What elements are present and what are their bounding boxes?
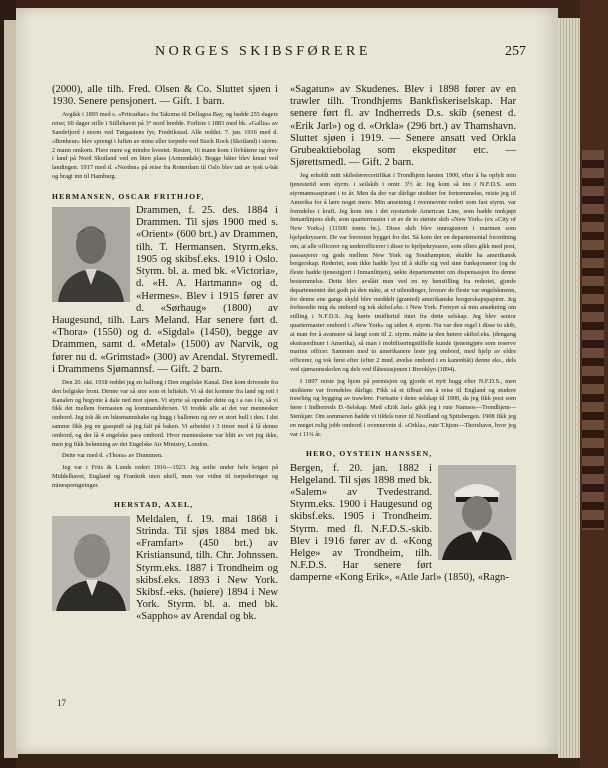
entry-heading-hero: HERO, OYSTEIN HANSSEN, — [306, 449, 433, 459]
portrait-herstad-icon — [52, 516, 130, 611]
narrative-herstad-2: I 1897 reiste jeg hjem på permisjon og gjorde et nytt hugg efter N.F.D.S., men utsiktene var fremdeles dårlige. Fikk så et tilbud om å reise til England og studere trawling og bygging av trawlere. Fortsatte i dette selskap til 1900, da jeg fikk post som fører i Indherreds D.-Selskap. Med «Erik Jarl» gikk jeg i rute Namsos—Trondhjem—Stenkjær. Om sommeren hadde vi tildels turer til Nordland og Spitsbergen. 1908 fikk jeg en meget rolig jobb ombord i ovennevnte d. «Orkla», rute T.hjem—Thorshavn, hvor jeg var i 11¼ år. — [290, 377, 516, 438]
entry-hero — [290, 463, 516, 585]
right-column — [290, 84, 516, 585]
left-column — [52, 84, 278, 624]
continued-entry-herstad: «Sagatun» av Skudenes. Blev i 1898 fører av en trawler tilh. Trondhjems Bankfiskeriselskap. Har senere ført fl. av Indherreds D.s. skib (senest d. «Erik Jarl») og d. «Orkla» (296 brt.) av Thamshavn. Sluttet sjøen i 1919. — Senere ansatt ved Orkla Grubeaktiebolag som ekspeditør etc. — Sjørettsmedl. — Gift. 2 barn. — [290, 84, 516, 169]
portrait-hero-icon — [438, 465, 516, 560]
narrative-hermansen-1: Den 20. okt. 1918 reddet jeg en ballong i Den engelske Kanal. Den kom drivende fra den belgiske front. Denne var så stor som et luftskib. Vi så det komme fra land og rett i Kanalen og begynte å dale ned mot sjøen. Vi styrte så opunder dette og i a oss i le, så vi fikk det mellem formasten og kommandobroen. Vi trodde alle at det var mennesker ombord. Jeg tok åk en båtsmannshake og hugg i ballonen og rev et stort hull i den. I det samme fikk jeg en gasspuff så jeg falt på baken. Vi arbeidet i 3 timer med å få denne ombord, og der lå 4 engelske pass ombord. Hvor menneskene var blitt av vet jeg ikke, men jeg fikk belønning av det Engelske Air Ministry, London. — [52, 378, 278, 448]
portrait-photo-hero — [438, 465, 516, 560]
narrative-herstad-1: Jeg erholdt mitt skibsførercertifikat i Trondhjem høsten 1900, efter å ha opfylt min tjenestetid som styrm. i seilskib i omtr. 3½ år. Jeg kom så inn i N.F.D.S. som styrmannsaspirant i to år. Men da der var dårlige utsikter for fortremmelse, reiste jeg til Amerika for å lære noget mere. Min ansetning i ovennevnte rederi som fast styrm. var fremdeles i kraft. Jeg kom inn i det nystartede American Line, som hadde innkjøpt Inmanlinjens skib, som quartermaster i et av de to største skib «New York» (ex «City of New York») (11500 tonns br.). Disse skib blev innregistrert i marinen som hjelpekryssere. De var forresten bygget for det. Så kom der en departemental forordning om, at alle officerer og underofficerer i disse to hjelpekryssere, som ellers gikk med post, passasjerer og gods mellem New York og Southampton, skulde ha amerikansk borgerskap. Rederiet, som ikke hadde lyst til å skille sig ved sine funksjonærer (og de fleste hadde tjenestgjort i Inmanlinjen), søkte departementet om dispensasjon fra denne bestemmelse. Dette blev avslått men ved en ny henstilling fra rederiet, gjorde departementet det godt på den måte, at vi utlendinger, hvorav de fleste var engelskmenn, for denne ene gangs skyld blev meddelt (granted) amerikanske borgerskapspapirer. Jeg forberedte mig da ombord og tok skibsf.eks. i New York. Fornyet så min ansøkning om stilling i N.F.D.S. Jeg hørte imidlertid intet fra dette selskap. Jeg blev senior quartermaster ombord i «New York» og siden 4. styrm. Nu var den regel i disse to skib, at man for å avansere så langt som til 2. styrm. måtte ta den høiere skibsf.eks. (dengang ekstraordinær i Amerika), så man i mobiliseringstilfelle kunde tjenestgjøre som reserve marine officer. Sammen med to amerikanere leste jeg ombord, med hjelp av eldre officerer, og tok først efter (efter 2 mnd. øvelse ombord i en kanonbåt) denne eks., dels ved sjømannsskolen og dels ved flåtestasjonen i Brooklyn (1894). — [290, 172, 516, 373]
narrative-hermansen-2: Dette var med d. «Thora» av Drammen. — [62, 452, 163, 460]
entry-hermansen — [52, 205, 278, 490]
running-title: NORGES SKIBSFØRERE — [155, 44, 371, 59]
running-header — [40, 44, 540, 62]
book-cover — [580, 0, 608, 768]
portrait-hermansen-icon — [52, 207, 130, 302]
continued-entry-text: (2000), alle tilh. Fred. Olsen & Co. Sluttet sjøen i 1930. Senere pensjonert. — Gift. 1 barn. — [52, 84, 278, 108]
entry-body-hermansen: Drammen, f. 25. des. 1884 i Drammen. Til sjøs 1900 med s. «Orient» (600 brt.) av Drammen, tilh. T. Hermansen. Styrm.eks. 1905 og skibsf.eks. 1910 i Oslo. Styrm. bl. a. med bk. «Victoria», d. «H. A. Hartmann» og d. «Hermes». Blev i 1915 fører av d. «Sørhaug» (1800) av Haugesund, tilh. Lars Meland. Har senere ført d. «Thora» (1550) og d. «Sigdal» (1450), begge av Drammen, samt d. «Metal» (1500) av Narvik, og fører nu d. «Grimstad» (300) av Arendal. Styremedl. i Drammens Sjømannsf. — Gift. 2 barn. — [52, 205, 278, 375]
entry-heading-herstad: HERSTAD, AXEL, — [114, 500, 194, 510]
entry-body-hero: Bergen, f. 20. jan. 1882 i Helgeland. Til sjøs 1898 med bk. «Salem» av Tvedestrand. Styrm.eks. 1900 i Haugesund og skibsf.eks. 1905 i Trondheim. Styrm. med fl. N.F.D.S.-skib. Blev i 1916 fører av d. «Kong Helge» av Trondheim, tilh. N.F.D.S. Har senere ført damperne «Kong Erik», «Atle Jarl» (1850), «Ragn- — [290, 462, 509, 584]
narrative-hermansen-3: Jeg var i Friis & Lunds rederi 1916—1923. Jeg seilte under hele krigen på Middelhavet, England og Frankrik uten uhell, men var vidne til torpederinger og minesprengninger. — [52, 464, 278, 489]
portrait-photo-hermansen — [52, 207, 130, 302]
portrait-photo-herstad — [52, 516, 130, 611]
page-number: 257 — [505, 44, 526, 59]
continued-entry-narrative: Avgikk i 1895 med s. «Pritcadiac» fra Takoma til Dellagoa Bay, og hadde 255 dagers reise; 60 dager stille i Stillehavet på 3° nord bredde. Forliste i 1883 med bk. «Gallia» av Sandefjord i storm ved Tørgautens fyr, Fredrikstad. Alle reddet. 7. jan. 1916 med d. «Bonheur» blev sprengt i luften av mine eller torpedo ved Stock Rock (Skotland) i storm. 2 mann omkom. Flere mere og mindre kvestet. Resten, 16 mann kom i livbåtene og drev i land på Nord Skotland ved en liten plass (Armendale). Begge båter blev knust ved landingen. 1917 med d. «Norden» på reise fra Rotterdam til Oslo blev tatt av tysk u-båt og bragt inn til Hamburg. — [52, 111, 278, 180]
entry-body-herstad: Meldalen, f. 19. mai 1868 i Strinda. Til sjøs 1884 med bk. «Framfart» (450 brt.) av Kristiansund, tilh. Chr. Johnssen. Styrm.eks. 1887 i Trondheim og skibsf.eks. 1893 i New York. Skibsf.-eks. (høiere) 1894 i New York. Styrm. bl. a. med bk. «Sappho» av Arendal og bk. — [136, 513, 278, 623]
cover-pattern — [582, 150, 604, 530]
entry-herstad — [52, 514, 278, 624]
signature-mark: 17 — [57, 698, 66, 708]
page-stack-edges — [558, 18, 580, 758]
entry-heading-hermansen: HERMANSEN, OSCAR FRITHJOF, — [52, 191, 205, 201]
